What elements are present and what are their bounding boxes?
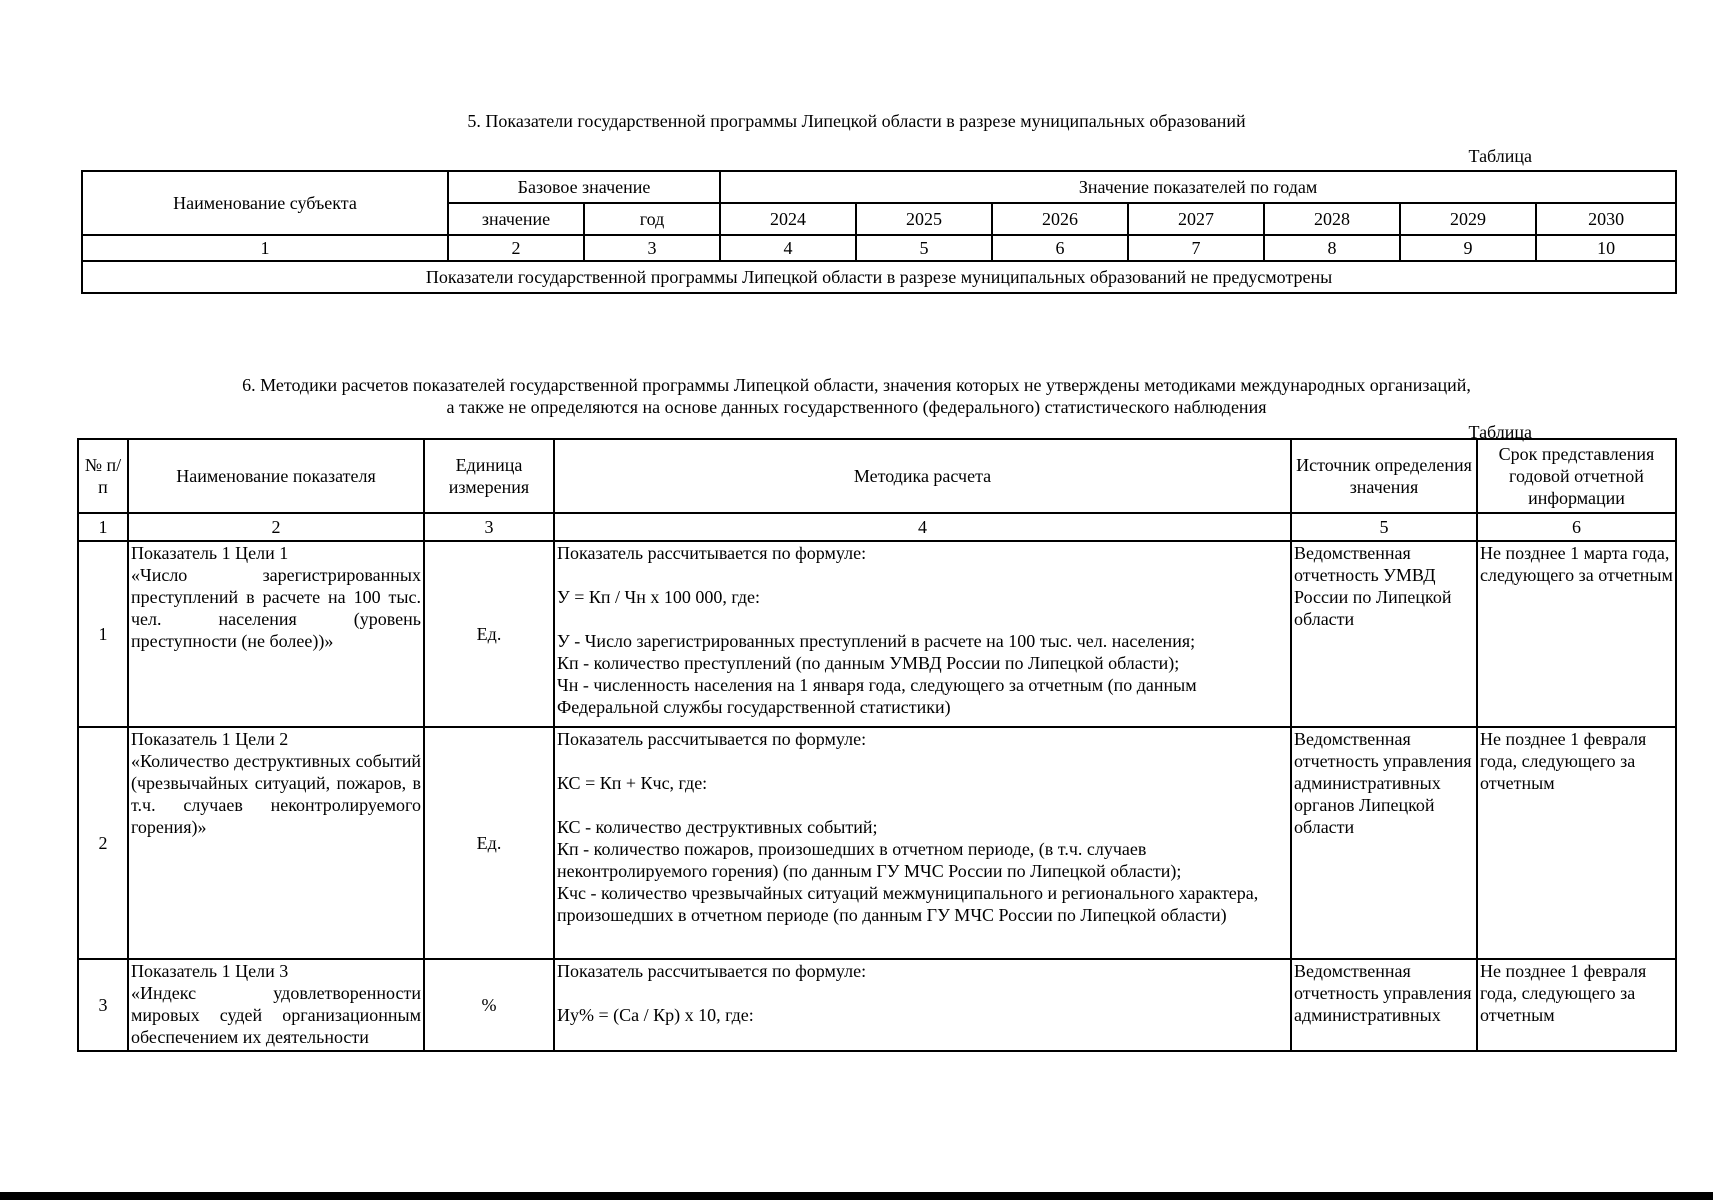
table-row: [78, 959, 1676, 1051]
header-values-by-year: Значение показателей по годам: [720, 171, 1676, 203]
table-row: [78, 541, 1676, 727]
method-definition: КС - количество деструктивных событий;: [557, 817, 878, 837]
row-number: 1: [78, 541, 128, 727]
header-deadline: Срок представления годовой отчетной информации: [1477, 439, 1676, 513]
indicator-name-cell: [128, 541, 424, 727]
method-definition: Кчс - количество чрезвычайных ситуаций межмуниципального и регионального характера, произошедших в отчетном периоде (по данным ГУ МЧС России по Липецкой области): [557, 883, 1259, 925]
column-number: 10: [1536, 235, 1676, 261]
deadline-cell: Не позднее 1 февраля года, следующего за отчетным: [1477, 727, 1676, 959]
section-5-table-label: Таблица: [1468, 146, 1532, 166]
table-row: [78, 727, 1676, 959]
header-year-2028: 2028: [1264, 203, 1400, 235]
column-number: 7: [1128, 235, 1264, 261]
section-6-title-line-1: 6. Методики расчетов показателей государственной программы Липецкой области, значения которых не утверждены методиками международных организаций,: [242, 375, 1471, 395]
scan-bottom-edge: [0, 1192, 1713, 1200]
unit-cell: %: [424, 959, 554, 1051]
header-base-value: Базовое значение: [448, 171, 720, 203]
method-definition: У - Число зарегистрированных преступлений в расчете на 100 тыс. чел. населения;: [557, 631, 1196, 651]
method-cell: [554, 541, 1291, 727]
section-6-table-label: Таблица: [1468, 422, 1532, 442]
section-5-title: 5. Показатели государственной программы Липецкой области в разрезе муниципальных образований: [467, 111, 1246, 131]
header-year: год: [584, 203, 720, 235]
indicator-description: «Количество деструктивных событий (чрезвычайных ситуаций, пожаров, в т.ч. случаев неконтролируемого горения)»: [131, 751, 421, 837]
indicator-title: Показатель 1 Цели 2: [131, 729, 289, 749]
indicator-title: Показатель 1 Цели 3: [131, 961, 289, 981]
source-cell: Ведомственная отчетность управления административных: [1291, 959, 1477, 1051]
method-formula: КС = Кп + Кчс, где:: [557, 773, 708, 793]
method-cell: [554, 959, 1291, 1051]
section-6-title-line-2: а также не определяются на основе данных государственного (федерального) статистического наблюдения: [446, 397, 1267, 417]
header-year-2024: 2024: [720, 203, 856, 235]
column-number: 4: [720, 235, 856, 261]
column-number: 6: [1477, 513, 1676, 541]
header-year-2026: 2026: [992, 203, 1128, 235]
header-year-2030: 2030: [1536, 203, 1676, 235]
row-number: 2: [78, 727, 128, 959]
unit-cell: Ед.: [424, 727, 554, 959]
calculation-methods-table: [77, 438, 1677, 1052]
indicator-description: «Число зарегистрированных преступлений в расчете на 100 тыс. чел. населения (уровень преступности (не более))»: [131, 565, 421, 651]
column-number: 5: [1291, 513, 1477, 541]
deadline-cell: Не позднее 1 февраля года, следующего за отчетным: [1477, 959, 1676, 1051]
header-subject: Наименование субъекта: [82, 171, 448, 235]
method-intro: Показатель рассчитывается по формуле:: [557, 961, 867, 981]
column-number: 1: [82, 235, 448, 261]
header-indicator-name: Наименование показателя: [128, 439, 424, 513]
column-number: 3: [584, 235, 720, 261]
method-intro: Показатель рассчитывается по формуле:: [557, 729, 867, 749]
header-source: Источник определения значения: [1291, 439, 1477, 513]
column-number: 8: [1264, 235, 1400, 261]
deadline-cell: Не позднее 1 марта года, следующего за отчетным: [1477, 541, 1676, 727]
header-value: значение: [448, 203, 584, 235]
method-formula: Иу% = (Са / Кр) х 10, где:: [557, 1005, 754, 1025]
indicator-description: «Индекс удовлетворенности мировых судей организационным обеспечением их деятельности: [131, 983, 421, 1047]
indicator-title: Показатель 1 Цели 1: [131, 543, 289, 563]
method-formula: У = Кп / Чн х 100 000, где:: [557, 587, 761, 607]
column-number: 5: [856, 235, 992, 261]
indicator-name-cell: [128, 727, 424, 959]
method-definition: Кп - количество пожаров, произошедших в отчетном периоде, (в т.ч. случаев неконтролируемого горения) (по данным ГУ МЧС России по Липецкой области);: [557, 839, 1182, 881]
method-cell: [554, 727, 1291, 959]
column-number: 3: [424, 513, 554, 541]
column-number: 6: [992, 235, 1128, 261]
indicator-name-cell: [128, 959, 424, 1051]
column-number: 2: [128, 513, 424, 541]
header-year-2027: 2027: [1128, 203, 1264, 235]
municipal-indicators-table: [81, 170, 1677, 294]
row-number: 3: [78, 959, 128, 1051]
column-number: 2: [448, 235, 584, 261]
header-year-2025: 2025: [856, 203, 992, 235]
method-intro: Показатель рассчитывается по формуле:: [557, 543, 867, 563]
source-cell: Ведомственная отчетность УМВД России по Липецкой области: [1291, 541, 1477, 727]
header-num: № п/п: [78, 439, 128, 513]
method-definition: Кп - количество преступлений (по данным УМВД России по Липецкой области);: [557, 653, 1180, 673]
method-definition: Чн - численность населения на 1 января года, следующего за отчетным (по данным Федеральной службы государственной статистики): [557, 675, 1197, 717]
header-year-2029: 2029: [1400, 203, 1536, 235]
column-number: 9: [1400, 235, 1536, 261]
no-municipal-indicators-note: Показатели государственной программы Липецкой области в разрезе муниципальных образований не предусмотрены: [82, 261, 1676, 293]
unit-cell: Ед.: [424, 541, 554, 727]
column-number: 4: [554, 513, 1291, 541]
header-unit: Единица измерения: [424, 439, 554, 513]
column-number: 1: [78, 513, 128, 541]
source-cell: Ведомственная отчетность управления административных органов Липецкой области: [1291, 727, 1477, 959]
header-method: Методика расчета: [554, 439, 1291, 513]
